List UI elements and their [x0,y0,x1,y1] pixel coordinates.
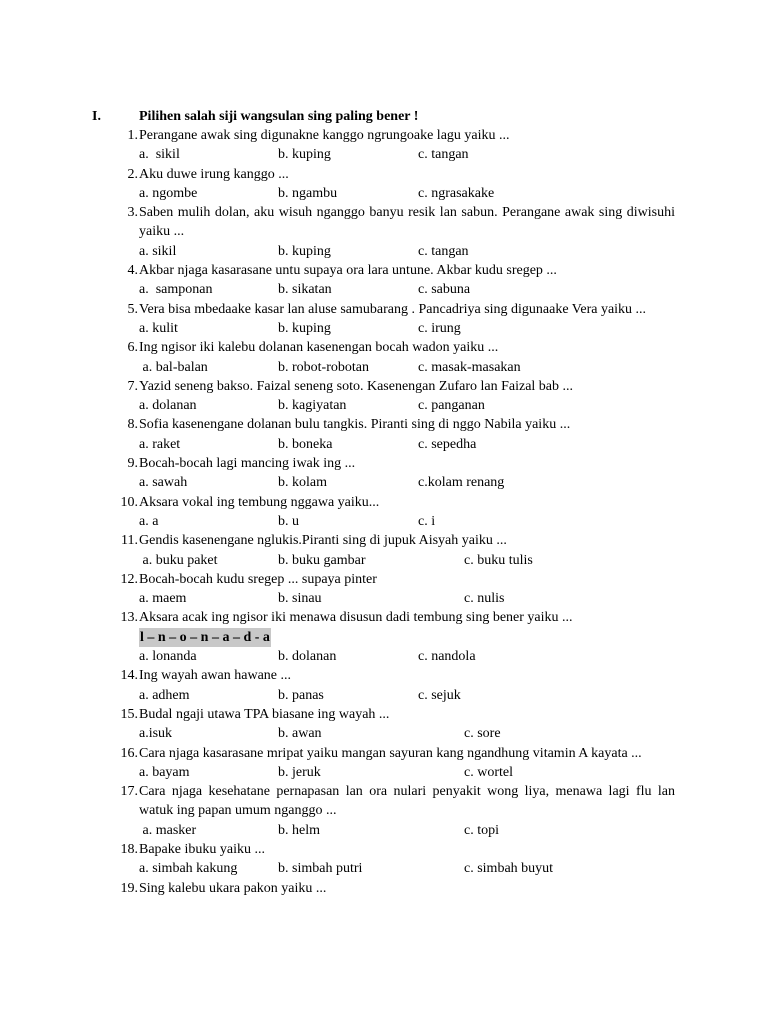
option-a: a. bayam [139,764,190,780]
option-b: b. sinau [278,591,322,607]
question-11 [0,531,768,550]
question-number: 1. [127,128,138,143]
question-text: Perangane awak sing digunakne kanggo ngrungoake lagu yaiku ... [139,128,510,143]
question-text: Aksara vokal ing tembung nggawa yaiku... [139,494,380,510]
question-3 [0,203,768,242]
option-a: a. sawah [139,475,188,491]
question-17 [0,782,768,821]
answer-options [0,589,768,608]
section-title: Pilihen salah siji wangsulan sing paling bener ! [139,109,419,124]
answer-options [0,319,768,338]
option-a: a. buku paket [139,552,218,568]
option-a: a. masker [139,822,197,838]
option-a: a. dolanan [139,398,197,414]
option-b: b. u [278,513,299,529]
option-b: b. boneka [278,436,333,452]
question-14 [0,666,768,685]
answer-options [0,280,768,299]
question-number: 5. [127,301,138,317]
answer-options [0,396,768,415]
answer-options [0,512,768,531]
option-a: a. bal-balan [139,359,208,375]
question-number: 11. [121,533,138,549]
question-number: 7. [127,378,138,394]
question-1 [0,126,768,145]
answer-options [0,551,768,570]
option-c: c. masak-masakan [418,359,521,375]
question-text: Akbar njaga kasarasane untu supaya ora lara untune. Akbar kudu sregep ... [139,263,557,279]
question-text: Bapake ibuku yaiku ... [139,841,265,857]
option-c: c. nandola [418,649,476,665]
question-number: 10. [120,494,138,510]
question-number: 16. [120,745,138,761]
option-b: b. sikatan [278,282,332,298]
question-text: Ing wayah awan hawane ... [139,668,291,684]
question-2 [0,165,768,184]
question-10 [0,493,768,512]
question-8 [0,415,768,434]
question-text: Bocah-bocah kudu sregep ... supaya pinter [139,571,377,587]
question-text: Vera bisa mbedaake kasar lan aluse samubarang . Pancadriya sing digunaake Vera yaiku ... [139,301,647,317]
answer-options [0,435,768,454]
option-c: c. sabuna [418,282,471,298]
question-text: Cara njaga kasarasane mripat yaiku mangan sayuran kang ngandhung vitamin A kayata ... [139,745,642,761]
question-text: Gendis kasenengane nglukis.Piranti sing di jupuk Aisyah yaiku ... [139,533,507,549]
option-b: b. simbah putri [278,861,363,877]
option-c: c. ngrasakake [418,185,495,201]
answer-options [0,763,768,782]
question-6 [0,338,768,357]
scrambled-letters: l – n – o – n – a – d - a [139,628,271,647]
question-text: Aksara acak ing ngisor iki menawa disusun dadi tembung sing bener yaiku ... [139,610,573,626]
option-b: b. awan [278,726,322,742]
question-text: Sofia kasenengane dolanan bulu tangkis. Piranti sing di nggo Nabila yaiku ... [139,417,571,433]
option-c: c. topi [464,822,499,838]
option-a: a.isuk [139,726,173,742]
answer-options [0,686,768,705]
option-b: b. kuping [278,147,331,163]
option-c: c. simbah buyut [464,861,554,877]
option-b: b. jeruk [278,764,321,780]
answer-options [0,358,768,377]
option-a: a. adhem [139,687,190,703]
question-number: 12. [120,571,138,587]
option-b: b. buku gambar [278,552,366,568]
option-b: b. helm [278,822,320,838]
option-b: b. ngambu [278,185,338,201]
question-text: Budal ngaji utawa TPA biasane ing wayah ... [139,706,390,722]
question-5 [0,300,768,319]
option-a: a. kulit [139,320,178,336]
question-7 [0,377,768,396]
option-c: c. buku tulis [464,552,533,568]
option-a: a. a [139,513,159,529]
question-text: Ing ngisor iki kalebu dolanan kasenengan bocah wadon yaiku ... [139,340,499,356]
question-number: 19. [120,880,138,896]
question-number: 2. [127,166,138,182]
question-number: 18. [120,841,138,857]
answer-options [0,242,768,261]
option-b: b. robot-robotan [278,359,369,375]
question-4 [0,261,768,280]
answer-options [0,473,768,492]
option-c: c. wortel [464,764,513,780]
option-a: a. sikil [139,147,180,163]
option-a: a. lonanda [139,649,197,665]
option-a: a. simbah kakung [139,861,238,877]
question-number: 4. [127,263,138,279]
question-number: 9. [127,456,138,472]
question-text: Saben mulih dolan, aku wisuh nganggo banyu resik lan sabun. Perangane awak sing diwisuhi yaiku ... [139,205,675,240]
option-c: c. panganan [418,398,485,414]
option-a: a. sikil [139,243,177,259]
question-9 [0,454,768,473]
question-number: 14. [120,668,138,684]
option-a: a. maem [139,591,187,607]
answer-options [0,724,768,743]
option-c: c. i [418,513,436,529]
question-text: Bocah-bocah lagi mancing iwak ing ... [139,456,356,472]
question-text: Aku duwe irung kanggo ... [139,166,289,182]
question-number: 13. [120,610,138,626]
option-c: c. sore [464,726,501,742]
question-18 [0,840,768,859]
question-number: 17. [120,784,138,800]
answer-options [0,647,768,666]
option-c: c. tangan [418,243,469,259]
option-b: b. kuping [278,320,331,336]
section-number: I. [92,109,101,124]
question-number: 8. [127,417,138,433]
question-12 [0,570,768,589]
option-a: a. samponan [139,282,213,298]
question-15 [0,705,768,724]
option-c: c. tangan [418,147,469,163]
option-a: a. ngombe [139,185,198,201]
question-number: 6. [127,340,138,356]
option-b: b. dolanan [278,649,337,665]
option-b: b. kolam [278,475,327,491]
option-b: b. kagiyatan [278,398,347,414]
option-a: a. raket [139,436,181,452]
question-16 [0,744,768,763]
option-b: b. panas [278,687,324,703]
option-c: c. sejuk [418,687,461,703]
question-19 [0,879,768,898]
answer-options [0,184,768,203]
option-c: c. nulis [464,591,505,607]
question-text: Sing kalebu ukara pakon yaiku ... [139,880,327,896]
question-13 [0,608,768,627]
question-text: Yazid seneng bakso. Faizal seneng soto. Kasenengan Zufaro lan Faizal bab ... [139,378,574,394]
option-c: c. sepedha [418,436,477,452]
option-b: b. kuping [278,243,331,259]
question-number: 3. [127,205,138,221]
question-text: Cara njaga kesehatane pernapasan lan ora nulari penyakit wong liya, menawa lagi flu lan watuk ing papan umum nganggo ... [139,784,675,819]
question-number: 15. [120,706,138,722]
answer-options [0,145,768,164]
option-c: c. irung [418,320,461,336]
answer-options [0,859,768,878]
answer-options [0,821,768,840]
question-list [0,126,768,898]
option-c: c.kolam renang [418,475,505,491]
